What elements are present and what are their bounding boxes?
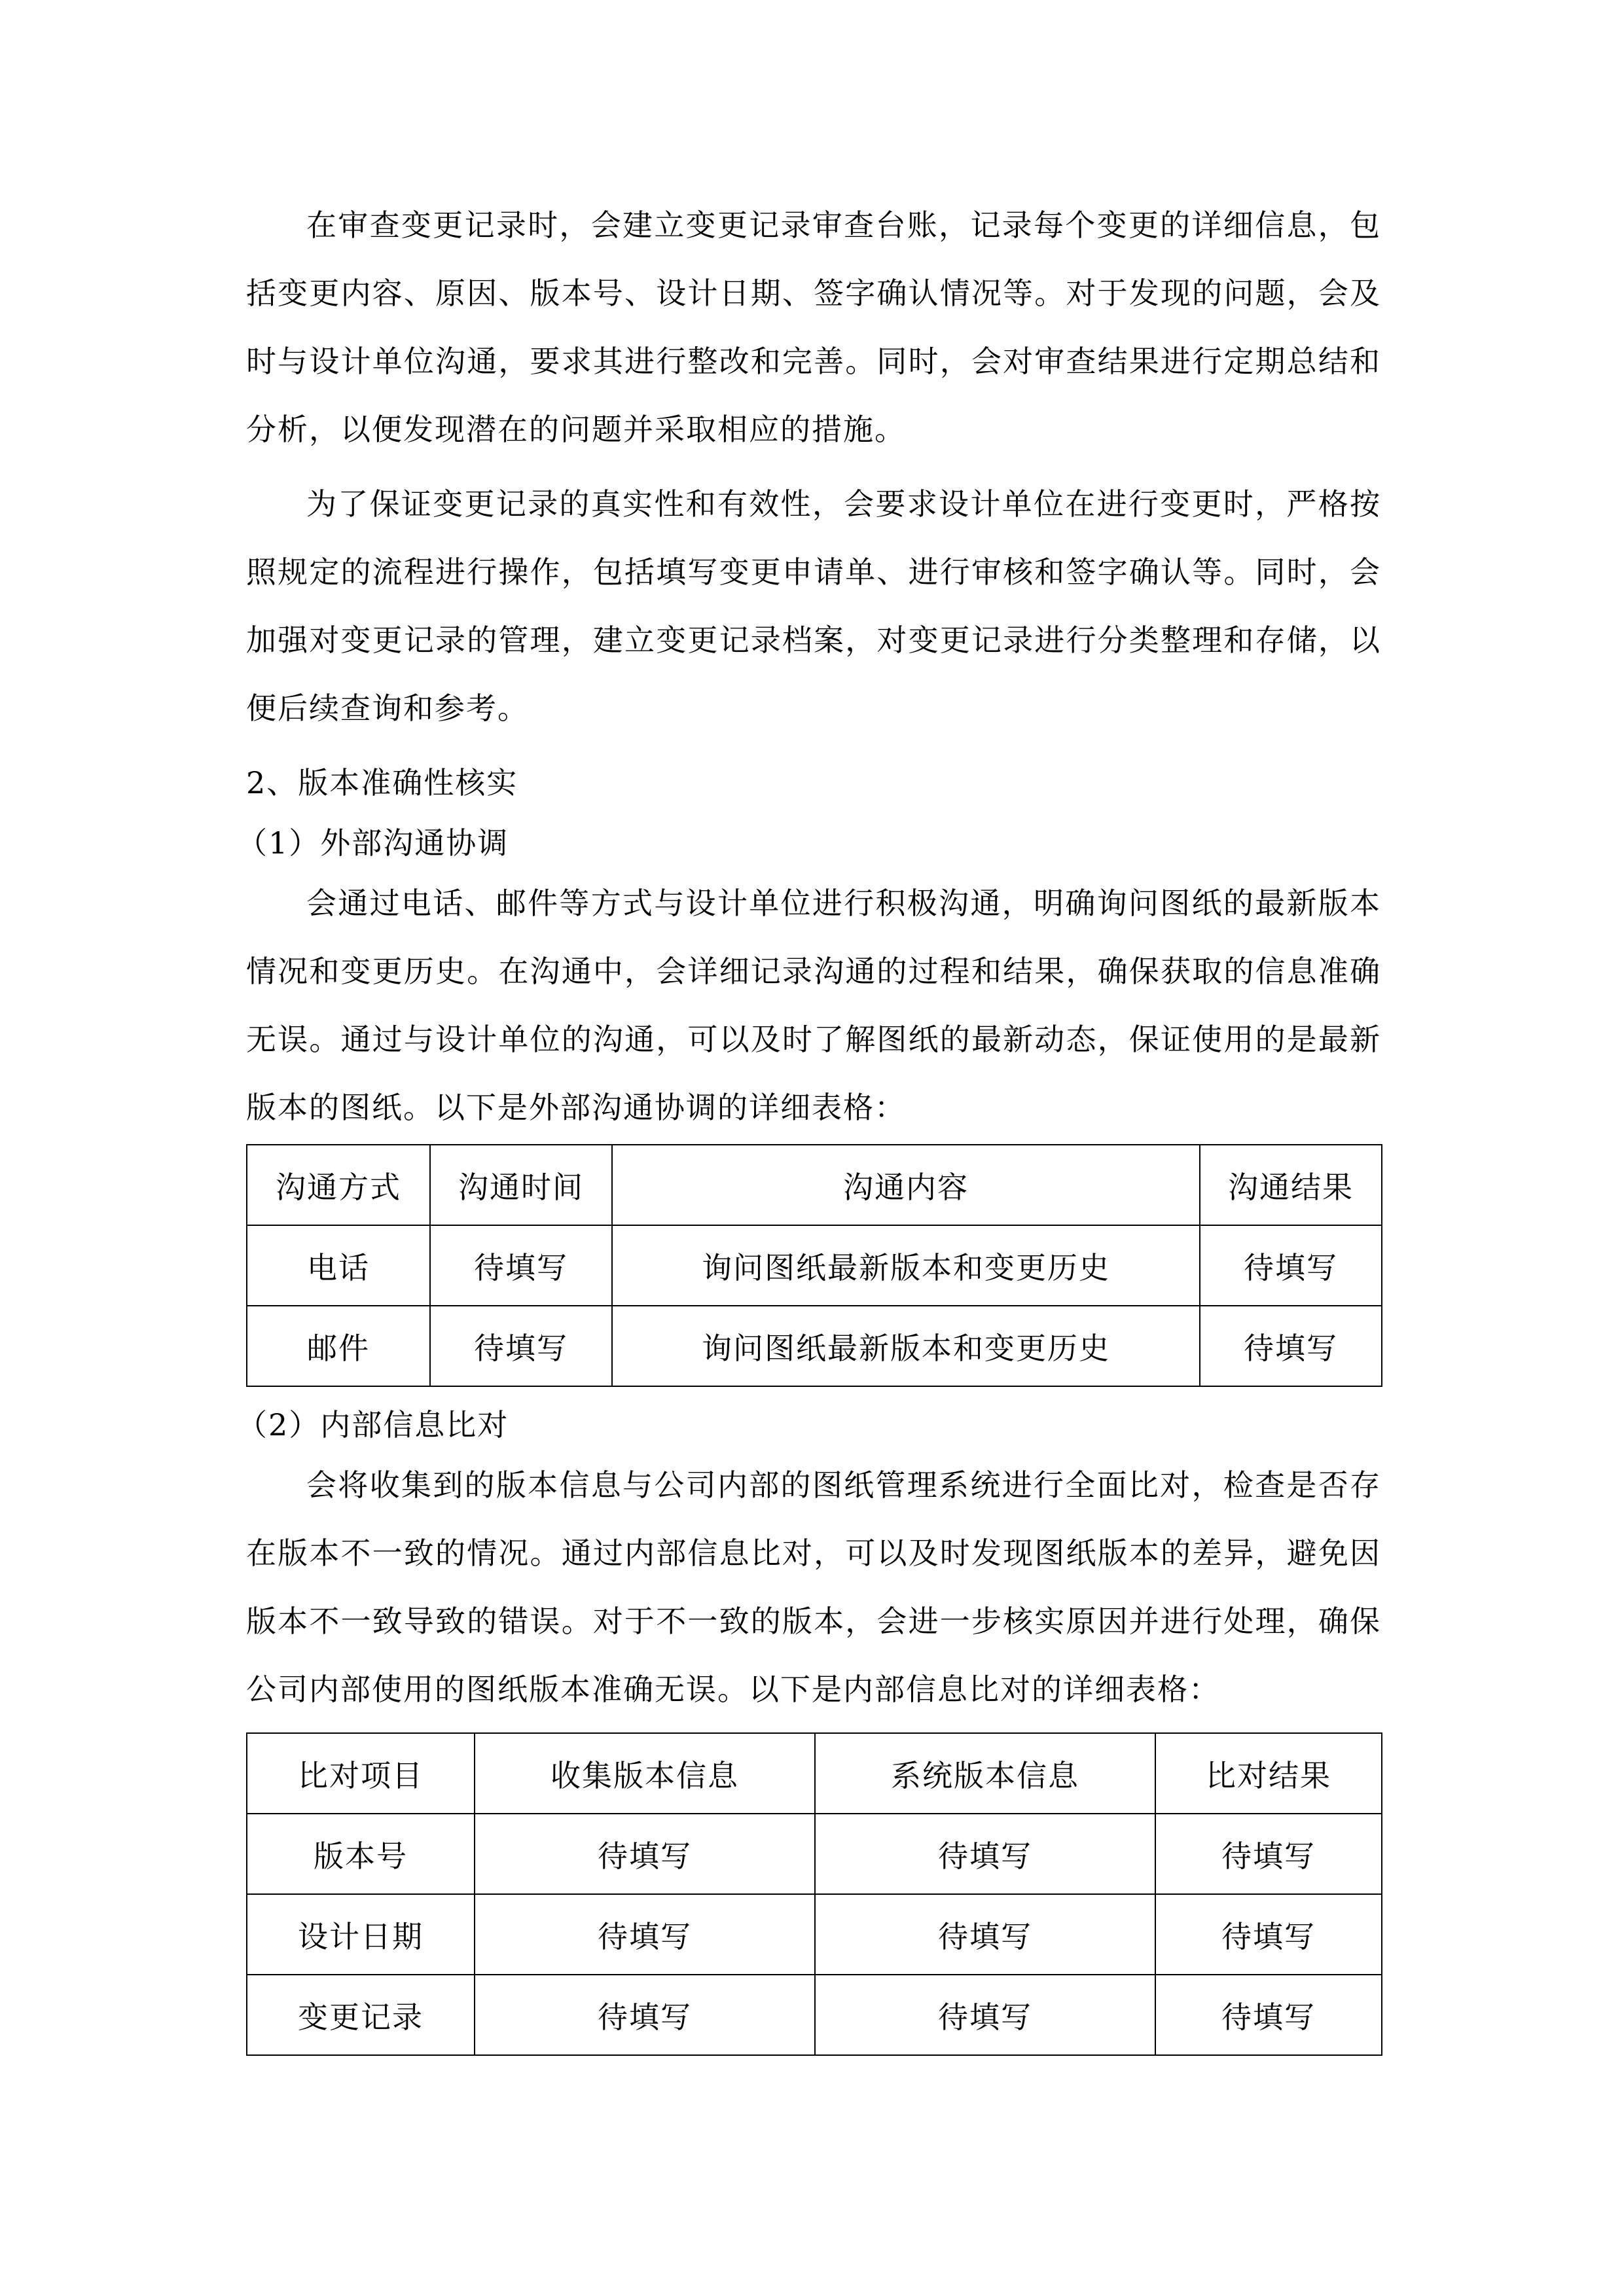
- table-cell: 待填写: [430, 1306, 612, 1386]
- table-cell: 邮件: [247, 1306, 430, 1386]
- table-cell: 待填写: [475, 1975, 815, 2055]
- paragraph-internal-comparison: 会将收集到的版本信息与公司内部的图纸管理系统进行全面比对，检查是否存在版本不一致的情况。通过内部信息比对，可以及时发现图纸版本的差异，避免因版本不一致导致的错误。对于不一致的版本，会进一步核实原因并进行处理，确保公司内部使用的图纸版本准确无误。以下是内部信息比对的详细表格：: [246, 1467, 1381, 1707]
- table-cell: 询问图纸最新版本和变更历史: [612, 1225, 1200, 1306]
- table-header-cell: 系统版本信息: [815, 1733, 1155, 1814]
- table-header-row: [247, 1733, 1382, 1814]
- table-row: [247, 1225, 1382, 1306]
- table-header-cell: 收集版本信息: [475, 1733, 815, 1814]
- table-row: [247, 1814, 1382, 1894]
- table-cell: 电话: [247, 1225, 430, 1306]
- table-cell: 变更记录: [247, 1975, 475, 2055]
- paragraph-external-communication: 会通过电话、邮件等方式与设计单位进行积极沟通，明确询问图纸的最新版本情况和变更历史。在沟通中，会详细记录沟通的过程和结果，确保获取的信息准确无误。通过与设计单位的沟通，可以及时了解图纸的最新动态，保证使用的是最新版本的图纸。以下是外部沟通协调的详细表格：: [246, 886, 1381, 1125]
- document-body: [237, 191, 1381, 2056]
- section-heading: 2、版本准确性核实: [246, 765, 518, 800]
- subsection-heading-external: （1）外部沟通协调: [237, 825, 509, 861]
- subsection-heading-internal: （2）内部信息比对: [237, 1407, 509, 1443]
- table-cell: 询问图纸最新版本和变更历史: [612, 1306, 1200, 1386]
- table-row: [247, 1306, 1382, 1386]
- paragraph-review-ledger: 在审查变更记录时，会建立变更记录审查台账，记录每个变更的详细信息，包括变更内容、原因、版本号、设计日期、签字确认情况等。对于发现的问题，会及时与设计单位沟通，要求其进行整改和完善。同时，会对审查结果进行定期总结和分析，以便发现潜在的问题并采取相应的措施。: [246, 207, 1381, 447]
- table-header-cell: 沟通时间: [430, 1145, 612, 1225]
- table-cell: 待填写: [1200, 1306, 1382, 1386]
- table-cell: 待填写: [815, 1894, 1155, 1975]
- table-cell: 待填写: [815, 1814, 1155, 1894]
- table-header-cell: 比对项目: [247, 1733, 475, 1814]
- paragraph-record-authenticity: 为了保证变更记录的真实性和有效性，会要求设计单位在进行变更时，严格按照规定的流程进行操作，包括填写变更申请单、进行审核和签字确认等。同时，会加强对变更记录的管理，建立变更记录档案，对变更记录进行分类整理和存储，以便后续查询和参考。: [246, 486, 1381, 726]
- table-header-cell: 沟通内容: [612, 1145, 1200, 1225]
- table-header-cell: 沟通结果: [1200, 1145, 1382, 1225]
- table-cell: 待填写: [1155, 1975, 1382, 2055]
- internal-comparison-table: [246, 1732, 1382, 2056]
- table-cell: 待填写: [430, 1225, 612, 1306]
- table-row: [247, 1894, 1382, 1975]
- table-cell: 待填写: [815, 1975, 1155, 2055]
- table-cell: 待填写: [1200, 1225, 1382, 1306]
- table-header-cell: 沟通方式: [247, 1145, 430, 1225]
- table-cell: 设计日期: [247, 1894, 475, 1975]
- table-cell: 待填写: [1155, 1894, 1382, 1975]
- table-cell: 待填写: [475, 1894, 815, 1975]
- table-header-row: [247, 1145, 1382, 1225]
- table-cell: 版本号: [247, 1814, 475, 1894]
- table-row: [247, 1975, 1382, 2055]
- table-cell: 待填写: [1155, 1814, 1382, 1894]
- table-cell: 待填写: [475, 1814, 815, 1894]
- external-communication-table: [246, 1144, 1382, 1387]
- table-header-cell: 比对结果: [1155, 1733, 1382, 1814]
